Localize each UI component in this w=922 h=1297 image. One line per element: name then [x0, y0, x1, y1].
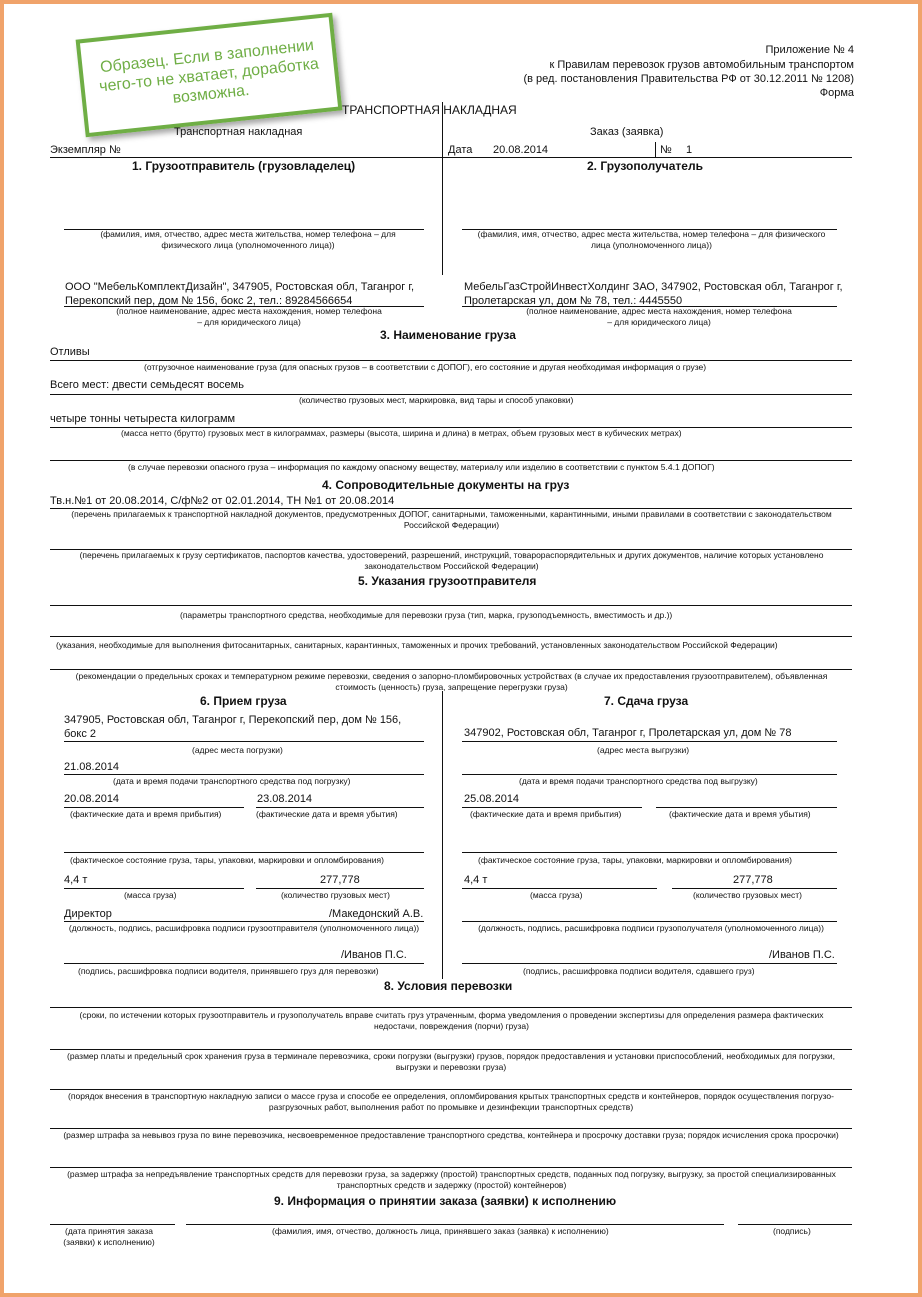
order-num-label: №	[660, 144, 672, 156]
s7-address[interactable]: 347902, Ростовская обл, Таганрог г, Пролетарская ул, дом № 78	[464, 727, 792, 739]
s4-cap2: (перечень прилагаемых к грузу сертификатов, паспортов качества, удостоверений, разрешений, инструкций, товарораспорядительных и других документов, наличие которых установлено законодательством Российской Федерации)	[79, 550, 824, 571]
appendix-label: Приложение № 4	[765, 44, 854, 56]
s6-sign-line	[64, 921, 424, 922]
s6-arrival-line	[64, 807, 244, 808]
s8-cap2: (размер платы и предельный срок хранения груза в терминале перевозчика, сроки погрузки (выгрузки) грузов, порядок предоставления и установки приспособлений, необходимых для погрузки, выгрузки и перевозки груза)	[66, 1051, 835, 1072]
s4-docs[interactable]: Тв.н.№1 от 20.08.2014, С/ф№2 от 02.01.2014, ТН №1 от 20.08.2014	[50, 495, 395, 507]
s6-cap-state: (фактическое состояние груза, тары, упаковки, маркировки и опломбирования)	[70, 855, 384, 865]
s5-line2	[50, 636, 852, 637]
s5-title: 5. Указания грузоотправителя	[358, 574, 537, 588]
s6-signer[interactable]: /Македонский А.В.	[329, 908, 424, 920]
s9-cap-sign: (подпись)	[773, 1226, 811, 1236]
s6-arrival[interactable]: 20.08.2014	[64, 793, 120, 805]
edition-label: (в ред. постановления Правительства РФ от 30.12.2011 № 1208)	[523, 73, 854, 85]
s5-cap2: (указания, необходимые для выполнения фитосанитарных, санитарных, карантинных, таможенных и прочих требований, установленных законодательством Российской Федерации)	[56, 640, 778, 650]
s2-title: 2. Грузополучатель	[587, 159, 703, 173]
s9-name-line	[186, 1224, 724, 1225]
s6-places-line	[256, 888, 424, 889]
s6-mass-line	[64, 888, 244, 889]
s8-line5	[50, 1167, 852, 1168]
s3-line4	[50, 460, 852, 461]
s7-cap-address: (адрес места выгрузки)	[597, 745, 690, 755]
s7-cap-mass: (масса груза)	[530, 890, 583, 900]
s6-departure[interactable]: 23.08.2014	[257, 793, 313, 805]
s7-cap-arrival: (фактические дата и время прибытия)	[470, 809, 622, 819]
s1-title: 1. Грузоотправитель (грузовладелец)	[132, 159, 356, 173]
s6-cap-places: (количество грузовых мест)	[281, 890, 390, 900]
s3-places[interactable]: Всего мест: двести семьдесят восемь	[50, 379, 244, 391]
s9-cap-name: (фамилия, имя, отчество, должность лица, принявшего заказ (заявка) к исполнению)	[272, 1226, 609, 1236]
top-vertical-divider	[442, 102, 443, 275]
s6-cap-mass: (масса груза)	[124, 890, 177, 900]
s3-cap1: (отгрузочное наименование груза (для опасных грузов – в соответствии с ДОПОГ), его состояние и другая необходимая информация о грузе)	[144, 362, 707, 372]
s7-address-line	[462, 741, 837, 742]
s6-departure-line	[256, 807, 424, 808]
s9-sign-line	[738, 1224, 852, 1225]
s8-title: 8. Условия перевозки	[384, 979, 513, 993]
s6-cap-driver: (подпись, расшифровка подписи водителя, принявшего груз для перевозки)	[78, 966, 379, 976]
s6-submit-date[interactable]: 21.08.2014	[64, 761, 120, 773]
s2-value[interactable]: МебельГазСтройИнвестХолдинг ЗАО, 347902, Ростовская обл, Таганрог г, Пролетарская ул, дом № 78, тел.: 4445550	[464, 281, 843, 307]
s5-line3	[50, 669, 852, 670]
waybill-label: Транспортная накладная	[174, 126, 303, 138]
s6-cap-address: (адрес места погрузки)	[192, 745, 283, 755]
s7-places-line	[672, 888, 837, 889]
s9-date-line	[50, 1224, 175, 1225]
s3-cap4: (в случае перевозки опасного груза – информация по каждому опасному веществу, материалу или изделию в соответствии с пунктом 5.4.1 ДОПОГ)	[128, 462, 715, 472]
s6-driver[interactable]: /Иванов П.С.	[341, 949, 407, 961]
s8-line3	[50, 1089, 852, 1090]
num-divider	[655, 142, 656, 158]
s6-address[interactable]: 347905, Ростовская обл, Таганрог г, Перекопский пер, дом № 156, бокс 2	[64, 714, 402, 740]
s7-departure-line	[656, 807, 837, 808]
s3-cap2: (количество грузовых мест, маркировка, вид тары и способ упаковки)	[299, 395, 574, 405]
s7-submit-line	[462, 774, 837, 775]
s1-cap-legal: (полное наименование, адрес места нахождения, номер телефона – для юридического лица)	[116, 306, 382, 327]
s6-title: 6. Прием груза	[200, 694, 287, 708]
s5-cap3: (рекомендации о предельных сроках и температурном режиме перевозки, сведения о запорно-пломбировочных устройствах (в случае их предоставления грузоотправителем), объявленная стоимость (ценность) груза, запрещение перегрузки груза)	[75, 671, 828, 692]
s7-mass-line	[462, 888, 657, 889]
s7-places[interactable]: 277,778	[733, 874, 773, 886]
s67-vertical-divider	[442, 691, 443, 979]
s3-cap3: (масса нетто (брутто) грузовых мест в килограммах, размеры (высота, ширина и длина) в метрах, объем грузовых мест в кубических метрах)	[121, 428, 682, 438]
date-label: Дата	[448, 144, 473, 156]
s7-sign-line	[462, 921, 837, 922]
s7-mass[interactable]: 4,4 т	[464, 874, 488, 886]
s7-state-line	[462, 852, 837, 853]
stamp-text: Образец. Если в заполнении чего-то не хватает, доработка возможна.	[98, 36, 320, 107]
s7-cap-state: (фактическое состояние груза, тары, упаковки, маркировки и опломбирования)	[478, 855, 792, 865]
s8-line1	[50, 1007, 852, 1008]
s3-title: 3. Наименование груза	[380, 328, 516, 342]
s7-cap-places: (количество грузовых мест)	[693, 890, 802, 900]
s3-cargo-name[interactable]: Отливы	[50, 346, 90, 358]
s7-title: 7. Сдача груза	[604, 694, 689, 708]
s7-driver[interactable]: /Иванов П.С.	[769, 949, 835, 961]
s7-cap-sign: (должность, подпись, расшифровка подписи грузополучателя (уполномоченного лица))	[478, 923, 824, 933]
s6-position[interactable]: Директор	[64, 908, 112, 920]
s1-value[interactable]: ООО "МебельКомплектДизайн", 347905, Ростовская обл, Таганрог г, Перекопский пер, дом № 156, бокс 2, тел.: 89284566654	[65, 281, 415, 307]
s6-submit-line	[64, 774, 424, 775]
s9-cap-date: (дата принятия заказа (заявки) к исполнению)	[63, 1226, 155, 1247]
top-divider	[50, 157, 852, 158]
s7-cap-driver: (подпись, расшифровка подписи водителя, сдавшего груз)	[523, 966, 755, 976]
s8-cap1: (сроки, по истечении которых грузоотправитель и грузополучатель вправе считать груз утраченным, форма уведомления о проведении экспертизы для определения размера фактических недостачи, повреждения (порчи) груза)	[79, 1010, 824, 1031]
s2-cap-phys: (фамилия, имя, отчество, адрес места жительства, номер телефона – для физического лица (уполномоченного лица))	[477, 229, 826, 250]
s7-cap-submit: (дата и время подачи транспортного средства под выгрузку)	[519, 776, 758, 786]
s6-places[interactable]: 277,778	[320, 874, 360, 886]
copy-label: Экземпляр №	[50, 144, 121, 156]
s1-cap-phys: (фамилия, имя, отчество, адрес места жительства, номер телефона – для физического лица (уполномоченного лица))	[100, 229, 396, 250]
s6-cap-submit: (дата и время подачи транспортного средства под погрузку)	[113, 776, 351, 786]
s8-line2	[50, 1049, 852, 1050]
s8-cap3: (порядок внесения в транспортную накладную записи о массе груза и способе ее определения, опломбирования крытых транспортных средств и контейнеров, порядок осуществления погрузо-разгрузочных работ, выполнения работ по промывке и дезинфекции транспортных средств)	[68, 1091, 834, 1112]
s7-arrival[interactable]: 25.08.2014	[464, 793, 520, 805]
document-title: ТРАНСПОРТНАЯ НАКЛАДНАЯ	[342, 103, 517, 117]
s8-cap5: (размер штрафа за непредъявление транспортных средств для перевозки груза, за задержку (простой) транспортных средств, поданных под погрузку, выгрузку, за простой специализированных транспортных средств и задержку (простой) контейнеров)	[67, 1169, 836, 1190]
order-number[interactable]: 1	[686, 144, 693, 156]
s5-line1	[50, 605, 852, 606]
s2-cap-legal: (полное наименование, адрес места нахождения, номер телефона – для юридического лица)	[526, 306, 792, 327]
s9-title: 9. Информация о принятии заказа (заявки) к исполнению	[274, 1194, 617, 1208]
sample-stamp	[76, 13, 343, 137]
s6-mass[interactable]: 4,4 т	[64, 874, 88, 886]
s7-driver-line	[462, 963, 837, 964]
s6-cap-departure: (фактические дата и время убытия)	[256, 809, 398, 819]
s7-arrival-line	[462, 807, 642, 808]
s6-address-line	[64, 741, 424, 742]
order-date[interactable]: 20.08.2014	[493, 144, 549, 156]
s5-cap1: (параметры транспортного средства, необходимые для перевозки груза (тип, марка, грузоподъемность, вместимость и др.))	[180, 610, 673, 620]
s4-cap1: (перечень прилагаемых к транспортной накладной документов, предусмотренных ДОПОГ, санитарными, таможенными, карантинными, иными правилами в соответствии с законодательством Российской Федерации)	[71, 509, 832, 530]
form-label: Форма	[819, 87, 854, 99]
s6-cap-sign: (должность, подпись, расшифровка подписи грузоотправителя (уполномоченного лица))	[68, 923, 420, 933]
order-label: Заказ (заявка)	[590, 126, 664, 138]
s6-cap-arrival: (фактические дата и время прибытия)	[70, 809, 222, 819]
s8-cap4: (размер штрафа за невывоз груза по вине перевозчика, несвоевременное предоставление транспортного средства, контейнера и просрочку доставки груза; порядок исчисления срока просрочки)	[63, 1130, 839, 1140]
s6-state-line	[64, 852, 424, 853]
s6-driver-line	[64, 963, 424, 964]
rules-label: к Правилам перевозок грузов автомобильным транспортом	[549, 59, 854, 71]
s7-cap-departure: (фактические дата и время убытия)	[669, 809, 811, 819]
s8-line4	[50, 1128, 852, 1129]
s4-title: 4. Сопроводительные документы на груз	[322, 478, 570, 492]
s3-mass[interactable]: четыре тонны четыреста килограмм	[50, 413, 236, 425]
s3-line1	[50, 360, 852, 361]
